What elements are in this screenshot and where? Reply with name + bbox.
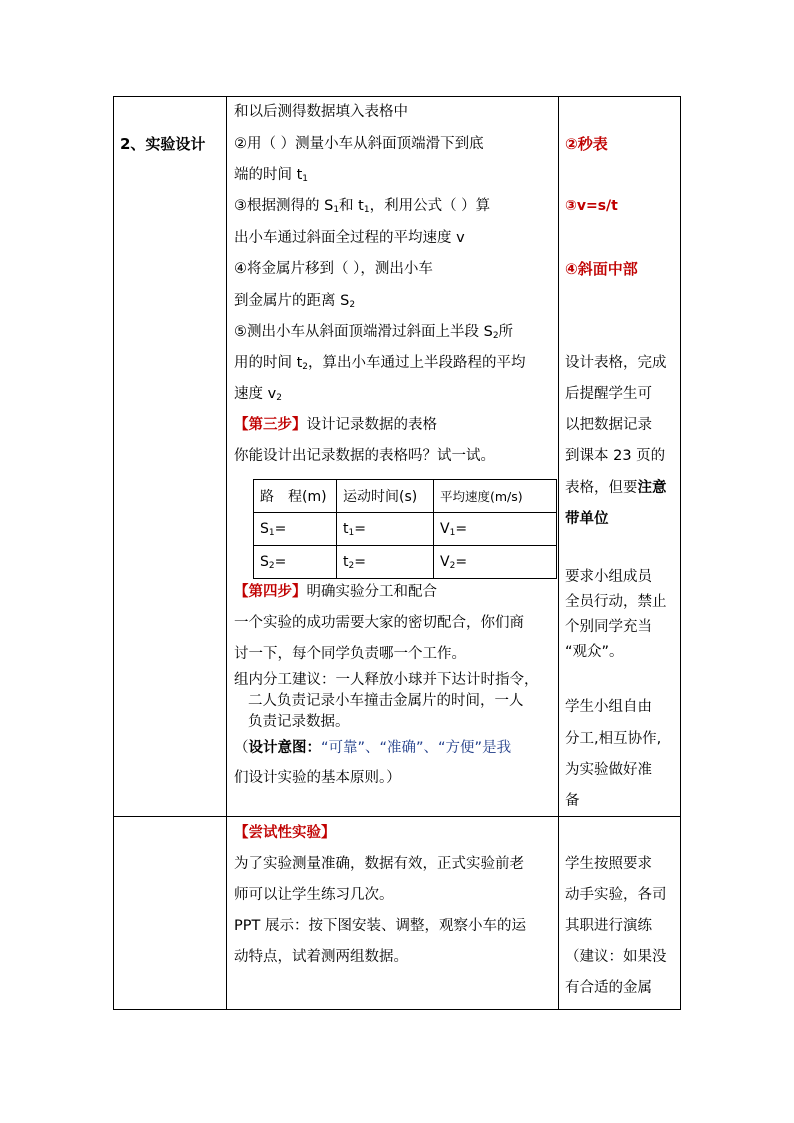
step3-heading: 【第三步】设计记录数据的表格 (234, 417, 437, 433)
note-line: 到课本 23 页的 (565, 448, 666, 464)
text-line: 端的时间 $t_1$ (234, 167, 309, 184)
text-line: 出小车通过斜面全过程的平均速度 v (234, 230, 465, 246)
note-line: 要求小组成员 (565, 569, 652, 585)
text-line: ⑤测出小车从斜面顶端滑过斜面上半段 $S_2$所 (234, 324, 514, 341)
text-line: 讨一下，每个同学负责哪一个工作。 (234, 646, 466, 662)
note-line: 全员行动，禁止 (565, 594, 667, 610)
note-line: 分工,相互协作, (565, 731, 662, 747)
text-line: ④将金属片移到（ ），测出小车 (234, 261, 433, 277)
design-intent: （设计意图：“可靠”、“准确”、“方便”是我 (234, 740, 512, 756)
table-border-right (680, 96, 681, 1010)
note-line: 其职进行演练 (565, 918, 652, 934)
text-line: 师可以让学生练习几次。 (234, 887, 394, 903)
note-line: “观众”。 (565, 644, 624, 660)
table-row (254, 546, 557, 579)
table-header-cell: 平均速度(m/s) (434, 480, 557, 513)
text-line: 们设计实验的基本原则。） (234, 770, 401, 786)
text-line: ③根据测得的 $S_1$和 $t_1$，利用公式（ ）算 (234, 198, 491, 215)
text-line: 用的时间 $t_2$，算出小车通过上半段路程的平均 (234, 355, 526, 372)
table-border-bottom (113, 1009, 681, 1010)
table-header-cell: 路 程(m) (254, 480, 337, 513)
note-line: 带单位 (565, 511, 609, 527)
table-row (254, 513, 557, 546)
text-line: PPT 展示：按下图安装、调整，观察小车的运 (234, 918, 526, 934)
note-line: 动手实验，各司 (565, 887, 667, 903)
table-row (254, 480, 557, 513)
text-line: 组内分工建议：一人释放小球并下达计时指令， (234, 672, 539, 688)
text-line: 你能设计出记录数据的表格吗？试一试。 (234, 448, 495, 464)
note-line: 后提醒学生可 (565, 386, 652, 402)
note-line: 表格，但要注意 (565, 480, 667, 496)
answer-formula: ③v=s/t (565, 198, 618, 214)
text-line: 动特点，试着测两组数据。 (234, 949, 408, 965)
table-cell: $t_2=$ (337, 546, 434, 579)
table-cell: $t_1=$ (337, 513, 434, 546)
text-line: 为了实验测量准确，数据有效，正式实验前老 (234, 856, 524, 872)
record-table (253, 479, 557, 579)
note-line: 备 (565, 793, 580, 809)
text-line: 二人负责记录小车撞击金属片的时间，一人 (248, 693, 524, 709)
table-border-col1 (226, 96, 227, 1010)
table-border-left (113, 96, 114, 1010)
trial-heading: 【尝试性实验】 (234, 825, 336, 841)
text-line: 到金属片的距离 $S_2$ (234, 293, 356, 310)
note-line: 个别同学充当 (565, 619, 652, 635)
note-line: 以把数据记录 (565, 417, 652, 433)
answer-stopwatch: ②秒表 (565, 135, 608, 153)
table-border-top (113, 96, 681, 97)
table-border-col2 (558, 96, 559, 1010)
note-line: （建议：如果没 (565, 949, 667, 965)
table-cell: $V_2=$ (434, 546, 557, 579)
step4-heading: 【第四步】明确实验分工和配合 (234, 584, 437, 600)
text-line: 负责记录数据。 (248, 714, 350, 730)
table-header-cell: 运动时间(s) (337, 480, 434, 513)
table-cell: $V_1=$ (434, 513, 557, 546)
text-line: 和以后测得数据填入表格中 (234, 104, 408, 120)
table-cell: $S_2=$ (254, 546, 337, 579)
note-line: 学生按照要求 (565, 856, 652, 872)
note-line: 学生小组自由 (565, 699, 652, 715)
table-row-divider (113, 816, 681, 817)
text-line: 速度 $v_2$ (234, 386, 282, 403)
note-line: 为实验做好准 (565, 762, 652, 778)
note-line: 有合适的金属 (565, 980, 652, 996)
note-line: 设计表格，完成 (565, 355, 667, 371)
answer-slope-middle: ④斜面中部 (565, 260, 638, 278)
text-line: 一个实验的成功需要大家的密切配合，你们商 (234, 615, 524, 631)
section-label: 2、实验设计 (120, 135, 206, 153)
text-line: ②用（ ）测量小车从斜面顶端滑下到底 (234, 136, 484, 152)
table-cell: $S_1=$ (254, 513, 337, 546)
